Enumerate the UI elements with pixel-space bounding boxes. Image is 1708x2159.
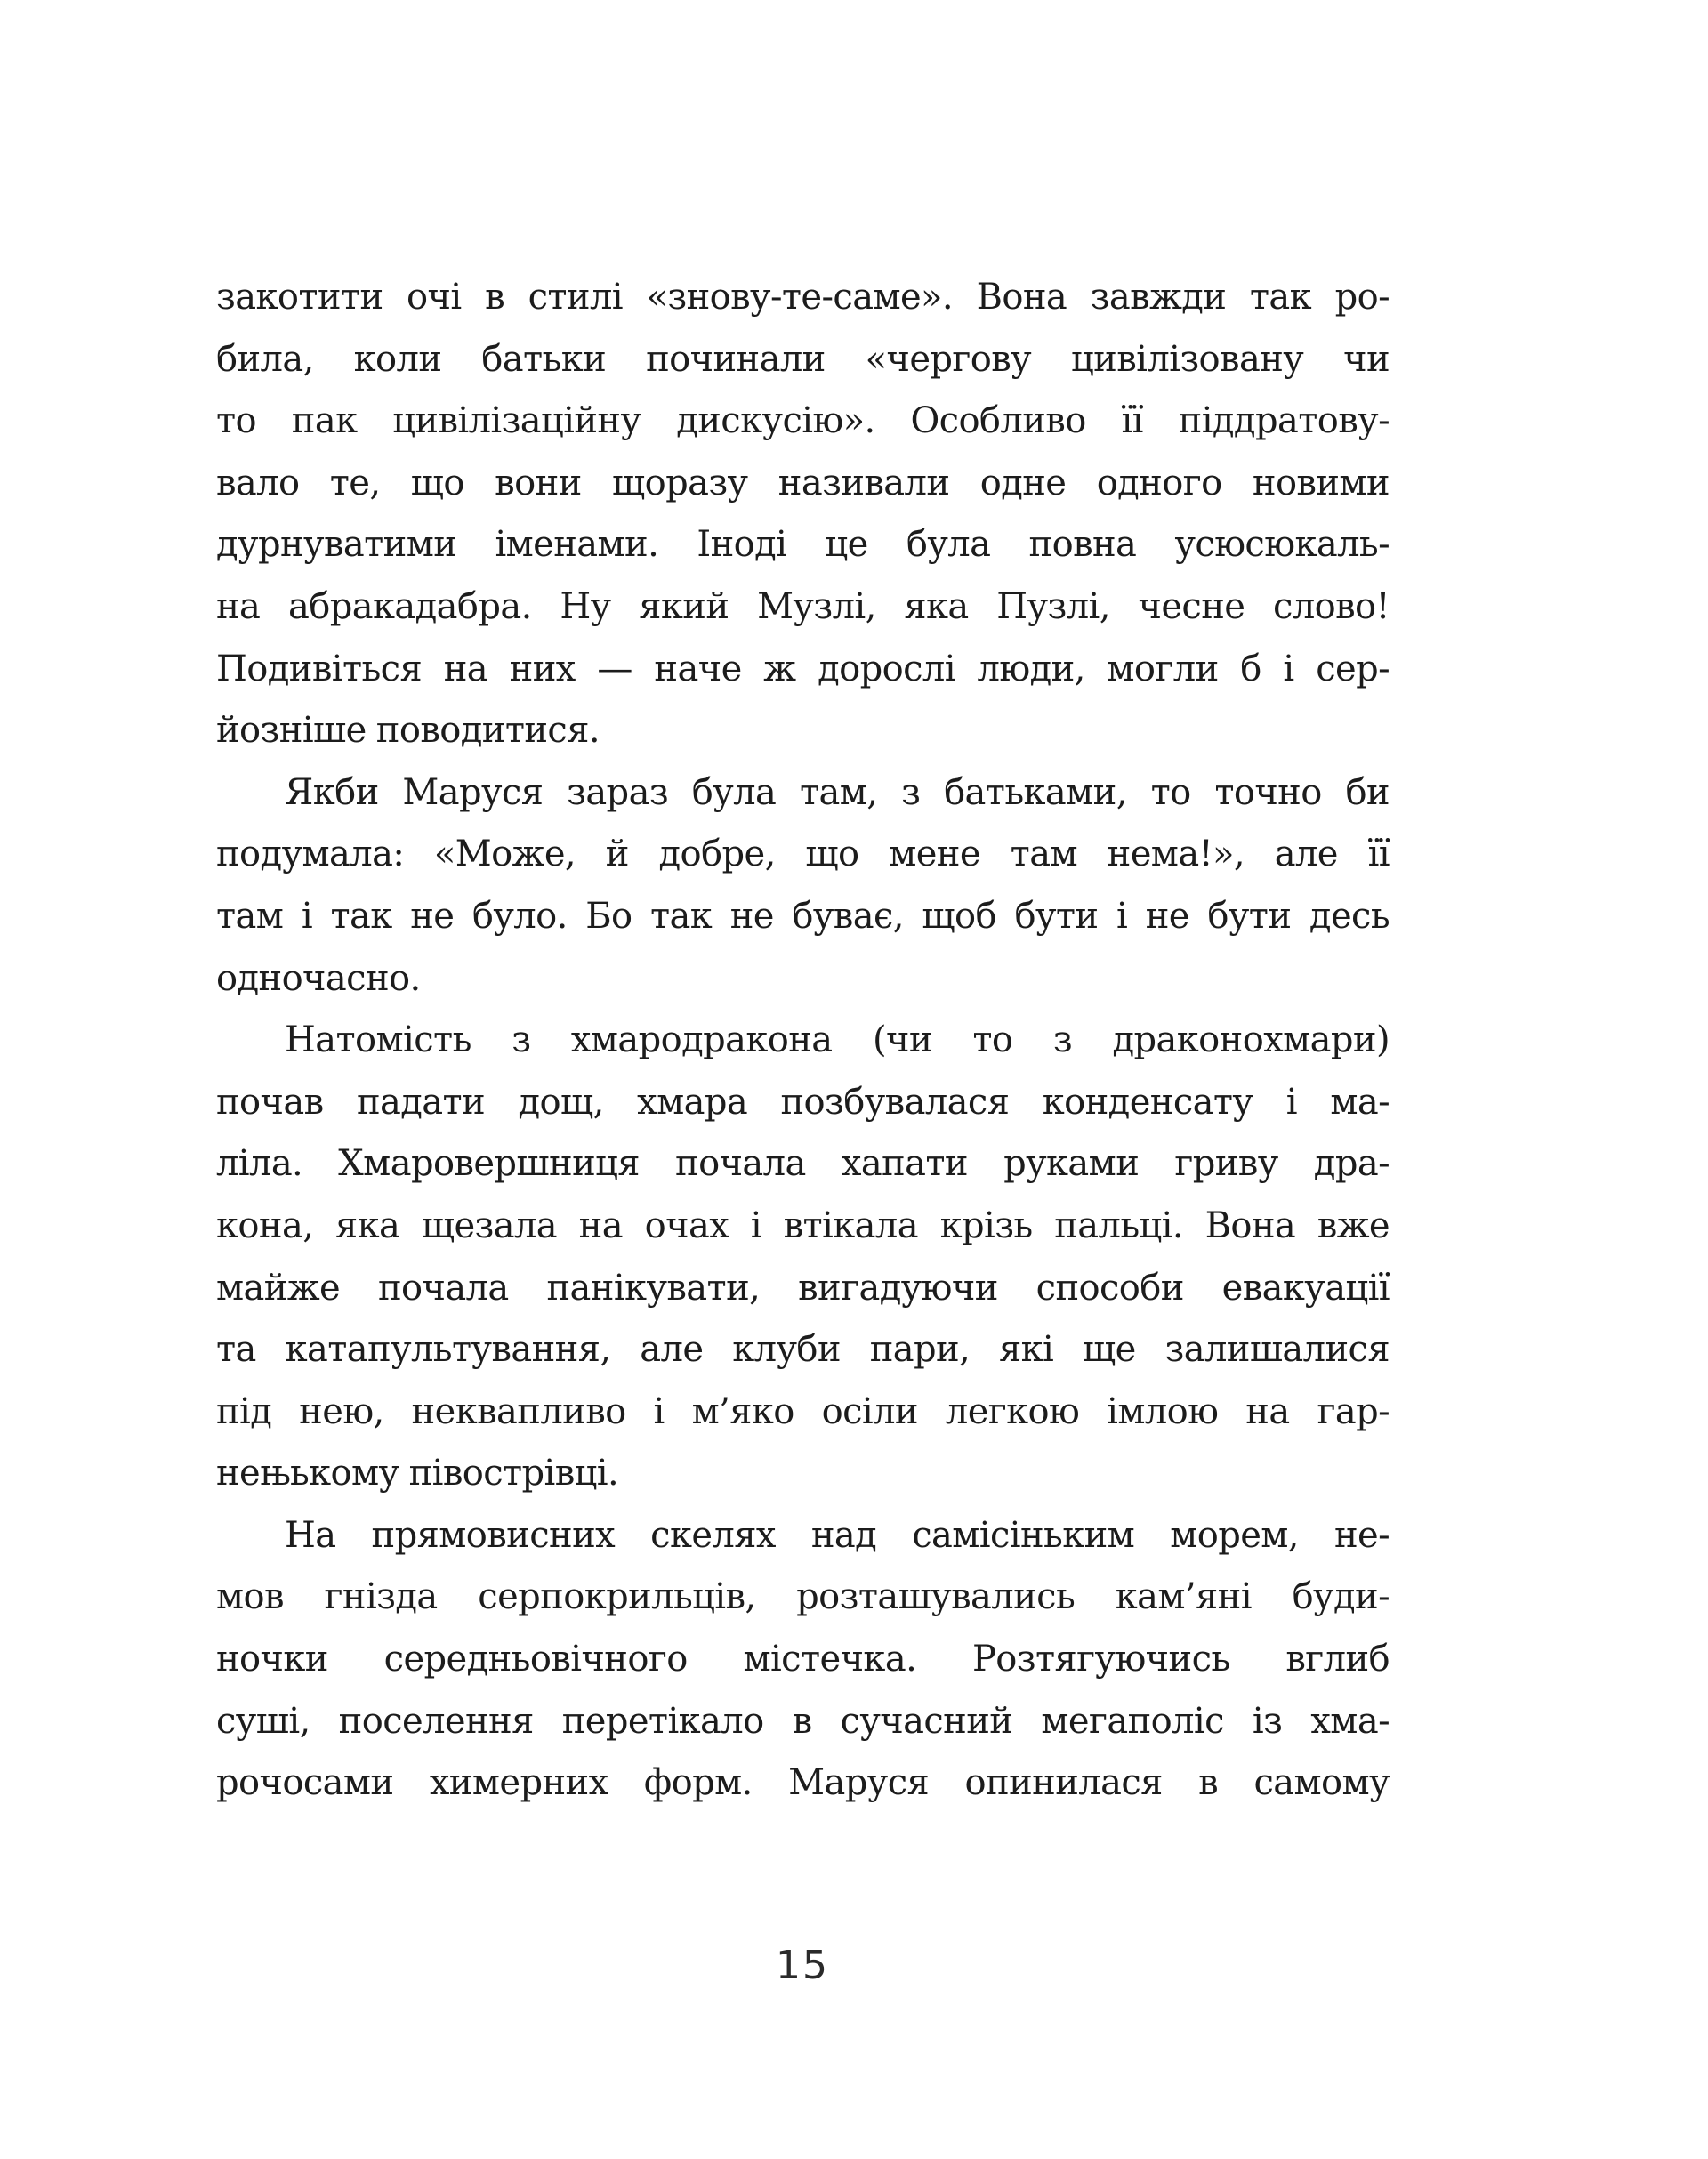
text-line: почав падати дощ, хмара позбувалася конденсату і ма- — [216, 1081, 1390, 1123]
text-line: суші, поселення перетікало в сучасний мегаполіс із хма- — [216, 1700, 1390, 1742]
text-line: та катапультування, але клуби пари, які ще залишалися — [216, 1329, 1390, 1371]
page-number: 15 — [776, 1943, 829, 1988]
text-line: била, коли батьки починали «чергову цивілізовану чи — [216, 338, 1390, 380]
text-line: одночасно. — [216, 957, 421, 999]
text-line: вало те, що вони щоразу називали одне одного новими — [216, 462, 1390, 503]
text-line: там і так не було. Бо так не буває, щоб бути і не бути десь — [216, 895, 1390, 937]
text-line: під нею, неквапливо і м’яко осіли легкою імлою на гар- — [216, 1390, 1390, 1432]
paragraph-2 — [216, 762, 1390, 1010]
text-line: Якби Маруся зараз була там, з батьками, то точно би — [285, 771, 1390, 813]
text-line: на абракадабра. Ну який Музлі, яка Пузлі, чесне слово! — [216, 585, 1390, 627]
text-line: подумала: «Може, й добре, що мене там нема!», але її — [216, 834, 1390, 875]
text-line: мов гнізда серпокрильців, розташувались кам’яні буди- — [216, 1576, 1390, 1618]
text-line: рочосами химерних форм. Маруся опинилася в самому — [216, 1762, 1390, 1804]
text-line: то пак цивілізаційну дискусію». Особливо її піддратову- — [216, 400, 1390, 442]
paragraph-4 — [216, 1505, 1390, 1815]
text-line: дурнуватими іменами. Іноді це була повна усюсюкаль- — [216, 524, 1390, 566]
text-line: закотити очі в стилі «знову-те-саме». Вона завжди так ро- — [216, 277, 1390, 318]
text-line: На прямовисних скелях над самісіньким морем, не- — [285, 1514, 1390, 1556]
text-line: Подивіться на них — наче ж дорослі люди, могли б і сер- — [216, 648, 1390, 689]
paragraph-3 — [216, 1010, 1390, 1505]
text-line: майже почала панікувати, вигадуючи способи евакуації — [216, 1267, 1390, 1309]
text-line: нењькому півострівці. — [216, 1453, 619, 1494]
text-line: ночки середньовічного містечка. Розтягуючись вглиб — [216, 1639, 1390, 1680]
text-line: Натомість з хмародракона (чи то з драконохмари) — [285, 1019, 1390, 1061]
paragraph-1 — [216, 267, 1390, 762]
text-line: ліла. Хмаровершниця почала хапати руками гриву дра- — [216, 1143, 1390, 1185]
text-line: йозніше поводитися. — [216, 710, 600, 752]
body-text — [216, 267, 1390, 1815]
text-line: кона, яка щезала на очах і втікала крізь пальці. Вона вже — [216, 1204, 1390, 1246]
